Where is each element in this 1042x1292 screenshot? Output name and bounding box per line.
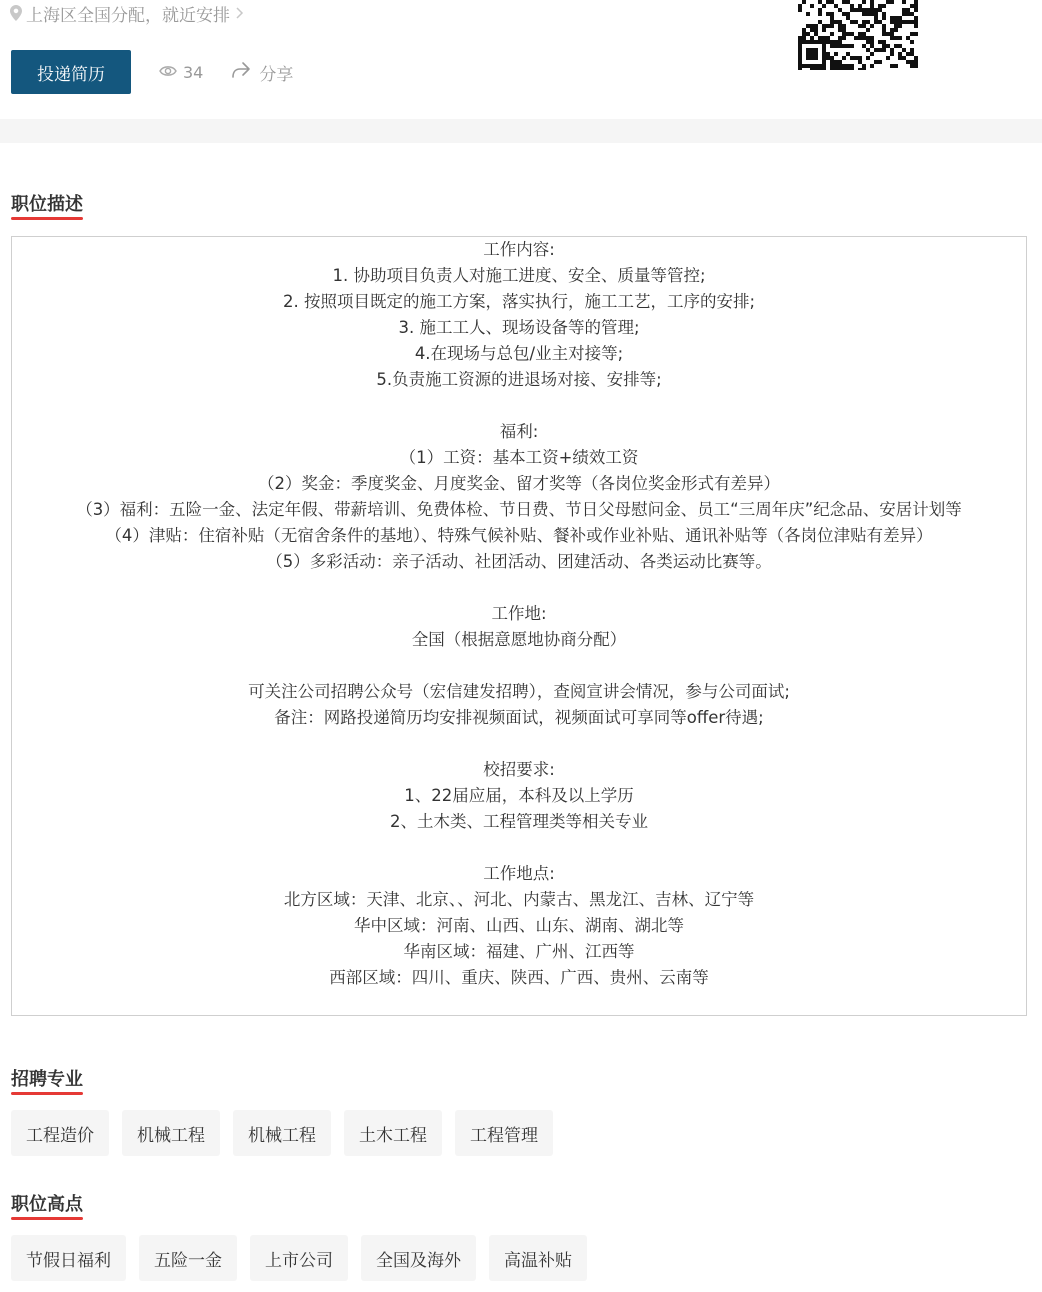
major-tag[interactable]: 机械工程: [233, 1110, 331, 1156]
description-line: 1. 协助项目负责人对施工进度、安全、质量等管控;: [332, 266, 706, 285]
chevron-right-icon: [234, 6, 244, 20]
highlight-tag[interactable]: 五险一金: [139, 1235, 237, 1281]
share-button[interactable]: [231, 60, 293, 85]
description-line: （2）奖金：季度奖金、月度奖金、留才奖等（各岗位奖金形式有差异）: [258, 474, 780, 493]
description-line: 1、22届应届，本科及以上学历: [404, 786, 634, 805]
location-pin-icon: [10, 5, 22, 21]
qr-code-icon: [798, 0, 918, 70]
description-line: 4.在现场与总包/业主对接等;: [414, 344, 624, 363]
description-line: （3）福利：五险一金、法定年假、带薪培训、免费体检、节日费、节日父母慰问金、员工“三周年庆”纪念品、安居计划等: [76, 500, 962, 519]
heading-underline: [11, 1092, 83, 1095]
description-line: 3. 施工工人、现场设备等的管理;: [398, 318, 640, 337]
description-line: [12, 393, 1026, 419]
job-description-lines: [12, 237, 1026, 991]
description-line: （1）工资：基本工资+绩效工资: [399, 448, 639, 467]
description-line: 全国（根据意愿地协商分配）: [411, 630, 627, 649]
highlights-heading: 职位高点: [11, 1193, 83, 1217]
majors-tag-list: [11, 1110, 553, 1156]
major-tag[interactable]: 土木工程: [344, 1110, 442, 1156]
description-line: 工作地点:: [483, 864, 555, 883]
eye-icon: [159, 63, 177, 82]
description-line: 福利:: [499, 422, 539, 441]
highlight-tag[interactable]: 节假日福利: [11, 1235, 126, 1281]
description-line: 2. 按照项目既定的施工方案，落实执行，施工工艺，工序的安排;: [282, 292, 756, 311]
highlight-tag[interactable]: 上市公司: [250, 1235, 348, 1281]
job-description-heading: 职位描述: [11, 193, 83, 217]
description-line: 西部区域：四川、重庆、陕西、广西、贵州、云南等: [329, 968, 709, 987]
description-line: 5.负责施工资源的进退场对接、安排等;: [376, 370, 662, 389]
share-label: 分享: [259, 64, 294, 85]
description-line: 工作内容:: [483, 240, 555, 259]
description-line: [12, 835, 1026, 861]
job-location[interactable]: [10, 2, 244, 24]
heading-underline: [11, 1217, 83, 1220]
description-line: 备注：网路投递简历均安排视频面试，视频面试可享同等offer待遇;: [274, 708, 764, 727]
highlight-tag[interactable]: 全国及海外: [361, 1235, 476, 1281]
description-line: 华中区域：河南、山西、山东、湖南、湖北等: [354, 916, 684, 935]
description-line: 2、土木类、工程管理类等相关专业: [390, 812, 648, 831]
heading-underline: [11, 217, 83, 220]
major-tag[interactable]: 工程造价: [11, 1110, 109, 1156]
description-line: （4）津贴：住宿补贴（无宿舍条件的基地）、特殊气候补贴、餐补或作业补贴、通讯补贴等（各岗位津贴有差异）: [105, 526, 933, 545]
highlights-tag-list: [11, 1235, 587, 1281]
location-text: 上海区全国分配，就近安排: [26, 5, 230, 26]
share-arrow-icon: [231, 61, 251, 84]
apply-resume-button[interactable]: 投递简历: [11, 50, 131, 94]
view-count-value: 34: [183, 62, 204, 82]
description-line: [12, 653, 1026, 679]
description-line: 可关注公司招聘公众号（宏信建发招聘），查阅宣讲会情况，参与公司面试;: [248, 682, 790, 701]
description-line: [12, 575, 1026, 601]
description-line: 工作地:: [491, 604, 547, 623]
description-line: 北方区域：天津、北京、、河北、内蒙古、黑龙江、吉林、辽宁等: [283, 890, 755, 909]
description-line: （5）多彩活动：亲子活动、社团活动、团建活动、各类运动比赛等。: [266, 552, 772, 571]
view-count: [159, 63, 203, 82]
description-line: [12, 731, 1026, 757]
description-line: 华南区域：福建、广州、江西等: [403, 942, 635, 961]
major-tag[interactable]: 工程管理: [455, 1110, 553, 1156]
job-actions: [11, 50, 293, 94]
description-line: 校招要求:: [483, 760, 555, 779]
section-divider: [0, 119, 1042, 143]
majors-heading: 招聘专业: [11, 1068, 83, 1092]
highlight-tag[interactable]: 高温补贴: [489, 1235, 587, 1281]
major-tag[interactable]: 机械工程: [122, 1110, 220, 1156]
job-description-box: [11, 236, 1027, 1016]
